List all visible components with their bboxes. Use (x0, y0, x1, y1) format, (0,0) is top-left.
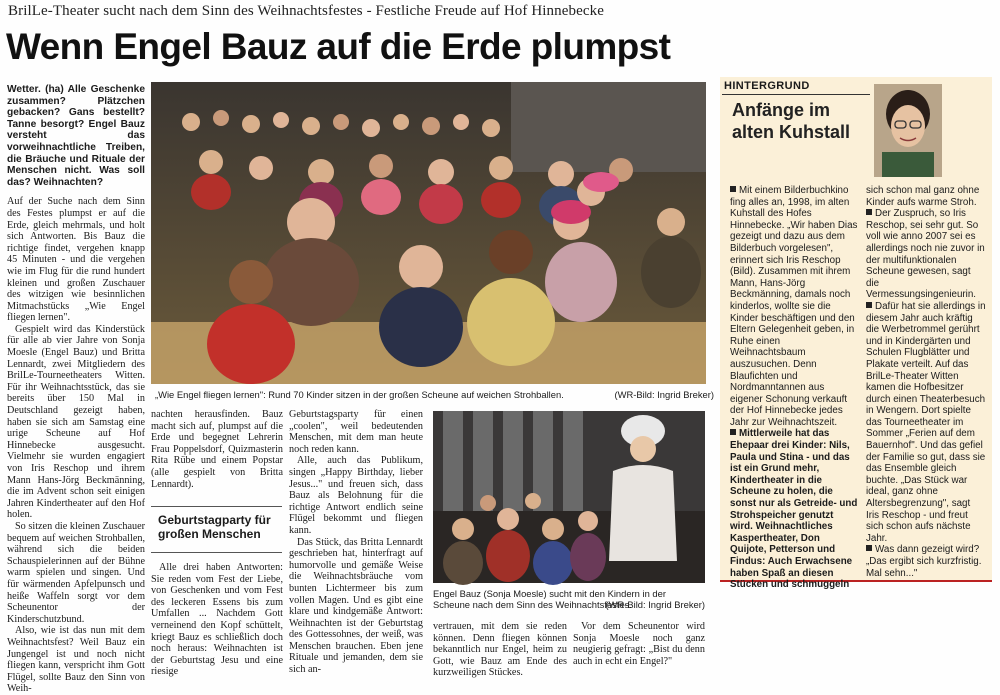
box-column-b (866, 185, 986, 579)
box-item-text: Dafür hat sie allerdings in diesem Jahr auch kräftig die Werbetrommel gerührt und in Kindergärten und Schulen Flugblätter und Plakate verteilt. Auf das BrilLe-Theater Witten kamen die Hofbesitzer durch einen Theaterbesuch in Wengern. Dort spielte das Tourneetheater im Sommer „Ferien auf dem Bauernhof". Und das gefiel der Familie so gut, dass sie das Ensemble gleich buchte. „Das Stück war ideal, ganz ohne Altersbegrenzung", sagt Iris Reschop - und freut sich schon aufs nächste Jahr. (866, 300, 986, 544)
body-paragraph: Gespielt wird das Kinderstück für alle ab vier Jahre von Sonja Moesle (Engel Bauz) und Britta Lennardt, zwei Mitgliedern des BrilLe-Tourneetheaters Witten. Für ihr Weihnachtsstück, das sie bereits über 150 Mal in Deutschland gezeigt haben, haben sie sich am Samstag eine urige Scheune auf Hof Hinnebecke ausgesucht. Vielmehr sie wurden engagiert von Iris Reschop und ihrem Mann Hans-Jörg Beckmänning, die im Advent schon seit einigen Jahren Kindertheater auf den Hof holen. (7, 323, 145, 521)
article-column-1 (7, 84, 145, 695)
bullet-square-icon (730, 186, 736, 192)
box-column-a (730, 185, 858, 591)
divider (151, 506, 282, 507)
article-column-2-bottom (151, 562, 283, 678)
box-item (866, 208, 986, 301)
box-item (866, 301, 986, 544)
body-paragraph: Alle, auch das Publikum, singen „Happy Birthday, lieber Jesus..." und freuen sich, dass Bauz als Belohnung für die richtige Antwort endlich seine Flügel bekommt und fliegen kann. (289, 455, 423, 536)
box-item-text: Mit einem Bilderbuchkino fing alles an, 1998, im alten Kuhstall des Hofes Hinnebecke. „Wir haben Dias gezeigt und dazu aus dem Bilderbuch vorgelesen", erinnert sich Iris Reschop (Bild). Zusammen mit ihrem Mann, Hans-Jörg Beckmänning, damals noch kinderlos, wollte sie die Kinder beschäftigen und den Eltern Gelegenheit geben, in Ruhe einen Weihnachtsbaum auszusuchen. Denn Blaufichten und Nordmanntannen aus eigener Schonung verkauft der Hof Hinnebecke jedes Jahr zur Weihnachtszeit. (730, 185, 858, 428)
article-column-4 (433, 621, 567, 679)
bullet-square-icon (730, 429, 736, 435)
body-paragraph: Vor dem Scheunentor wird Sonja Moesle noch ganz neugierig gefragt: „Bist du denn auch in echt ein Engel?" (573, 621, 705, 667)
divider (151, 552, 282, 553)
article-column-2 (151, 409, 283, 490)
article-column-3 (289, 409, 423, 681)
box-item (730, 185, 858, 428)
box-title: Anfänge im alten Kuhstall (732, 100, 851, 142)
box-item (730, 428, 858, 590)
box-item-text: sich schon mal ganz ohne Kinder aufs warme Stroh. (866, 185, 980, 208)
lead-paragraph: Wetter. (ha) Alle Geschenke zusammen? Plätzchen gebacken? Gans bestellt? Tanne besorgt? Engel Bauz versteht das vorweihnachtliche Treiben, die Bräuche und Rituale der Menschen nicht. Was soll das? Weihnachten? (7, 84, 145, 188)
photo2-caption: Engel Bauz (Sonja Moesle) sucht mit den Kindern in der Scheune nach dem Sinn des Weihnachtsfestes. (433, 588, 666, 610)
photo1-caption: „Wie Engel fliegen lernen": Rund 70 Kinder sitzen in der großen Scheune auf weichen Strohballen. (155, 389, 564, 400)
portrait-iris-reschop (874, 84, 942, 177)
body-paragraph: Das Stück, das Britta Lennardt geschrieben hat, hinterfragt auf humorvolle und gemäße Weise die Weihnachtsbräuche vom bunten Lichtermeer bis zum vollen Magen. Und es gibt eine klare und kindgemäße Antwort: Weihnachten ist der Geburtstag des Gottessohnes, der weiß, was Menschen brauchen. Eben jene Rituale und jemanden, dem sie sich an- (289, 536, 423, 676)
box-label: HINTERGRUND (724, 80, 810, 92)
body-paragraph: Alle drei haben Antworten: Sie reden vom Fest der Liebe, von Geschenken und vom Fest des leckeren Essens bis zum Umfallen ... Nachdem Gott verneinend den Kopf schüttelt, kriegt Bauz es schließlich doch noch heraus: Weihnachten ist der Geburtstag Jesu und eine riesige (151, 562, 283, 678)
bullet-square-icon (866, 545, 872, 551)
subheading: Geburtstagparty für großen Menschen (158, 513, 271, 541)
bullet-square-icon (866, 209, 872, 215)
kicker: BrilLe-Theater sucht nach dem Sinn des Weihnachtsfestes - Festliche Freude auf Hof Hinnebecke (8, 3, 604, 19)
divider (722, 94, 870, 95)
box-item (866, 185, 986, 208)
photo2-credit: (WR-Bild: Ingrid Breker) (605, 599, 705, 610)
headline: Wenn Engel Bauz auf die Erde plumpst (6, 26, 671, 67)
portrait-illustration (874, 84, 942, 177)
box-item-text: Was dann gezeigt wird? „Das ergibt sich kurzfristig. Mal sehn..." (866, 544, 982, 579)
body-paragraph: So sitzen die kleinen Zuschauer bequem auf weichen Strohballen, während sich die beiden Schauspielerinnen auf der Bühne warm spielen und singen. Und für wärmenden Apfelpunsch und heiße Waffeln sorgt vor dem Scheunentor der Kinderschutzbund. (7, 520, 145, 625)
bullet-square-icon (866, 302, 872, 308)
photo-children-audience (151, 82, 706, 384)
body-paragraph: Geburtstagsparty für einen „coolen", weil bedeutenden Menschen, mit dem man heute noch reden kann. (289, 409, 423, 455)
photo1-credit: (WR-Bild: Ingrid Breker) (614, 389, 714, 400)
article-column-5 (573, 621, 705, 667)
photo-angel-illustration (433, 411, 705, 583)
body-paragraph: nachten herausfinden. Bauz macht sich auf, plumpst auf die Erde und begegnet Lehrerin Frau Poppelsdorf, Quizmasterin Rita Rübe und einem Popstar (alle gespielt von Britta Lennardt). (151, 409, 283, 490)
body-paragraph: vertrauen, mit dem sie reden können. Denn fliegen können bekanntlich nur Engel, heim zu Gott, wie Bauz am Ende des kurzweiligen Stückes. (433, 621, 567, 679)
photo-audience-illustration (151, 82, 706, 384)
photo-engel-bauz (433, 411, 705, 583)
box-item-text: Mittlerweile hat das Ehepaar drei Kinder: Nils, Paula und Stina - und das ist ein Grund mehr, Kindertheater in die Scheune zu holen, die sonst nur als Getreide- und Strohspeicher genutzt wird. Weihnachtliches Kaspertheater, Don Quijote, Petterson und Findus: Auch Erwachsene haben Spaß an diesen Stücken und schmuggeln (730, 428, 858, 591)
body-paragraph: Auf der Suche nach dem Sinn des Festes plumpst er auf die Erde, gleich mehrmals, und holt sich Antworten. Bis Bauz die richtige findet, vergehen knapp 45 Minuten - und die vergehen wie im Flug für die rund hundert kleinen und großen Zuschauer des witzigen wie besinnlichen Mitmachstücks „Wie Engel fliegen lernen". (7, 196, 145, 324)
body-paragraph: Also, wie ist das nun mit dem Weihnachtsfest? Weil Bauz ein Jungengel ist und noch nicht fliegen kann, verspricht ihm Gott Flügel, sollte Bauz den Sinn von Weih- (7, 625, 145, 695)
box-item (866, 544, 986, 579)
box-item-text: Der Zuspruch, so Iris Reschop, sei sehr gut. So voll wie anno 2007 sei es allerdings noch nie zuvor in der multifunktionalen Scheune gewesen, sagt die Vermessungsingenieurin. (866, 208, 985, 301)
